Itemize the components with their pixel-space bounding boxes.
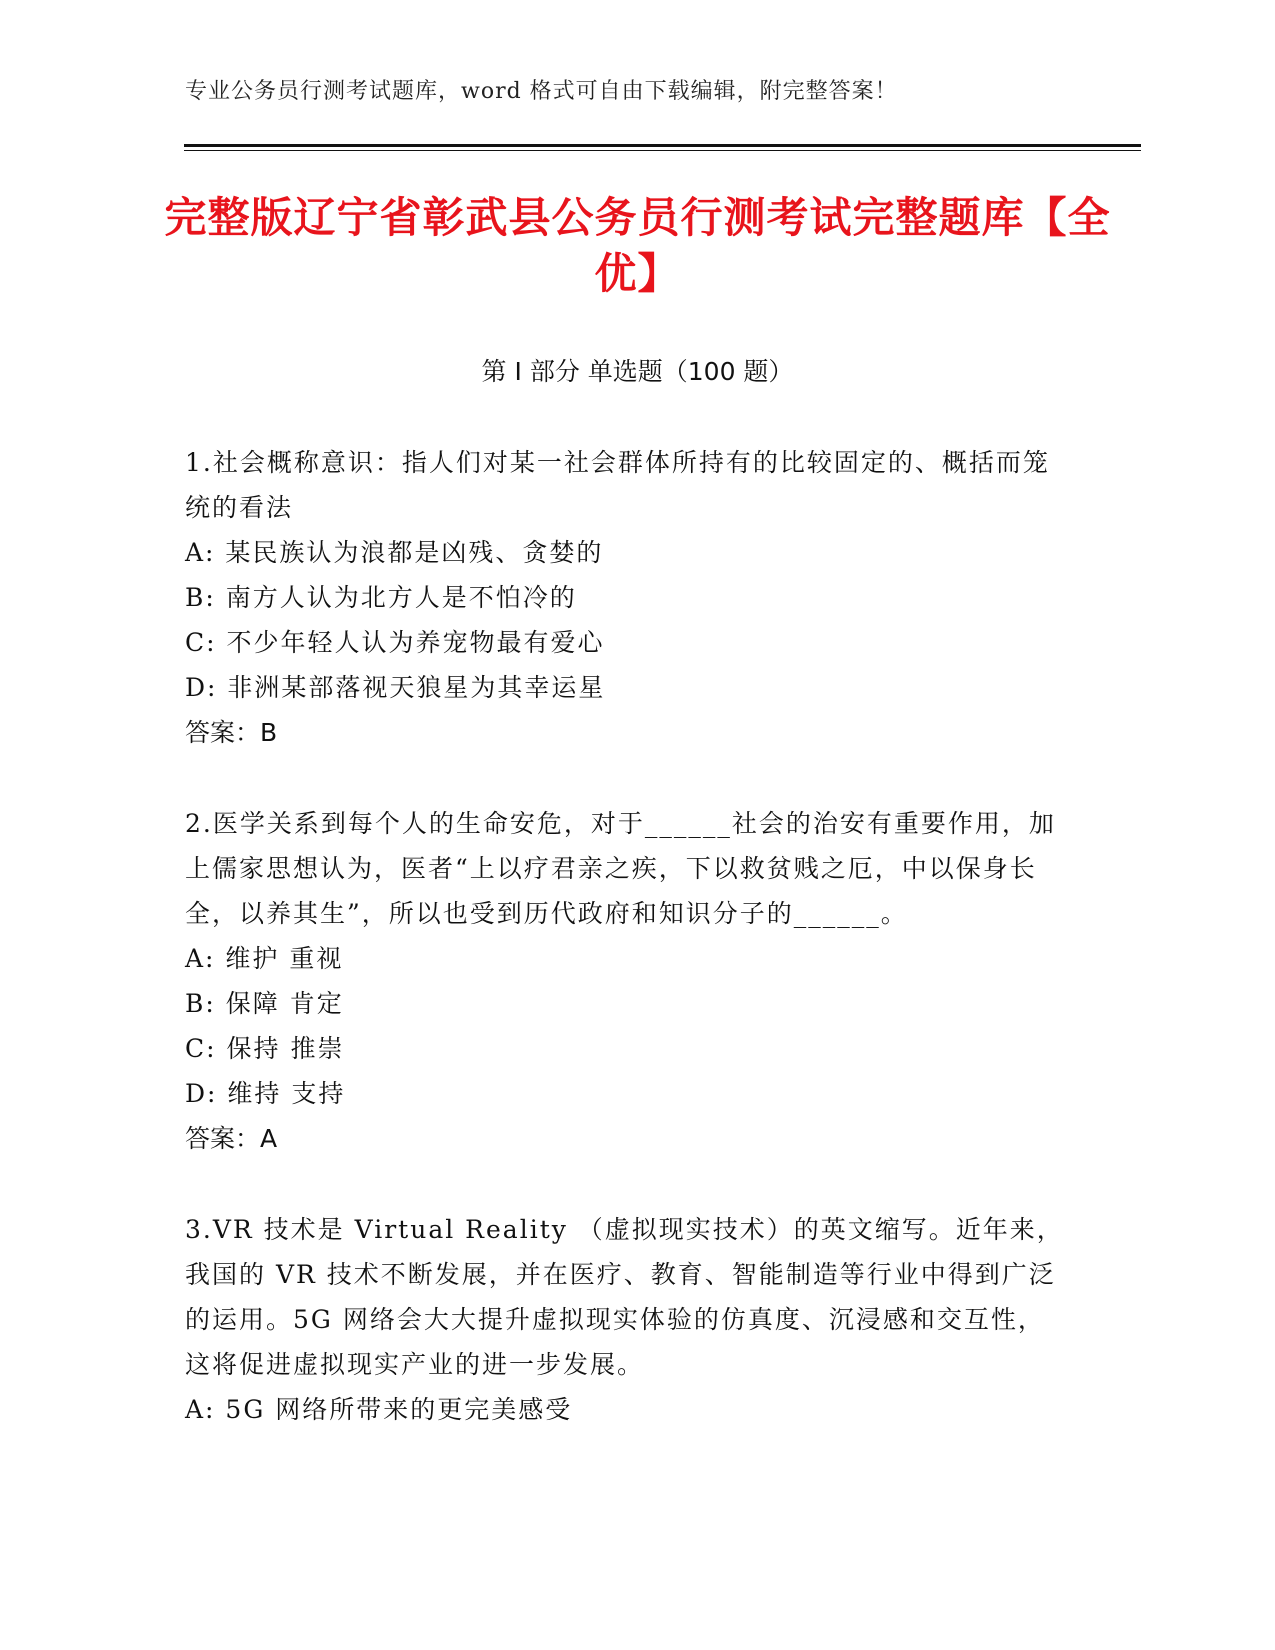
option-b: B: 南方人认为北方人是不怕冷的 [185,583,577,612]
option-c: C: 保持 推崇 [185,1034,345,1063]
option-a: A: 5G 网络所带来的更完美感受 [185,1395,573,1424]
question-stem: 1.社会概称意识：指人们对某一社会群体所持有的比较固定的、概括而笼统的看法 [185,448,1050,522]
question-3 [185,1207,1065,1432]
question-stem: 3.VR 技术是 Virtual Reality （虚拟现实技术）的英文缩写。近年来，我国的 VR 技术不断发展，并在医疗、教育、智能制造等行业中得到广泛的运用。5G 网络会大大提升虚拟现实体验的仿真度、沉浸感和交互性，这将促进虚拟现实产业的进一步发展。 [185,1215,1064,1379]
header-rule-thin [184,150,1141,151]
option-d: D: 维持 支持 [185,1079,346,1108]
option-a: A: 某民族认为浪都是凶残、贪婪的 [185,538,604,567]
question-1 [185,440,1065,755]
question-list [185,440,1065,1478]
question-stem: 2.医学关系到每个人的生命安危，对于______社会的治安有重要作用，加上儒家思想认为，医者“上以疗君亲之疾，下以救贫贱之厄，中以保身长全，以养其生”，所以也受到历代政府和知识分子的______。 [185,809,1056,928]
answer: 答案：B [185,718,278,747]
option-b: B: 保障 肯定 [185,989,344,1018]
document-title: 完整版辽宁省彰武县公务员行测考试完整题库【全优】 [164,193,1111,298]
question-2 [185,801,1065,1161]
header-note: 专业公务员行测考试题库，word 格式可自由下载编辑，附完整答案！ [185,79,898,104]
section-title: 第 I 部分 单选题（100 题） [481,357,794,386]
header-rule-thick [184,144,1141,147]
option-d: D: 非洲某部落视天狼星为其幸运星 [185,673,606,702]
option-a: A: 维护 重视 [185,944,344,973]
answer: 答案：A [185,1124,278,1153]
option-c: C: 不少年轻人认为养宠物最有爱心 [185,628,605,657]
